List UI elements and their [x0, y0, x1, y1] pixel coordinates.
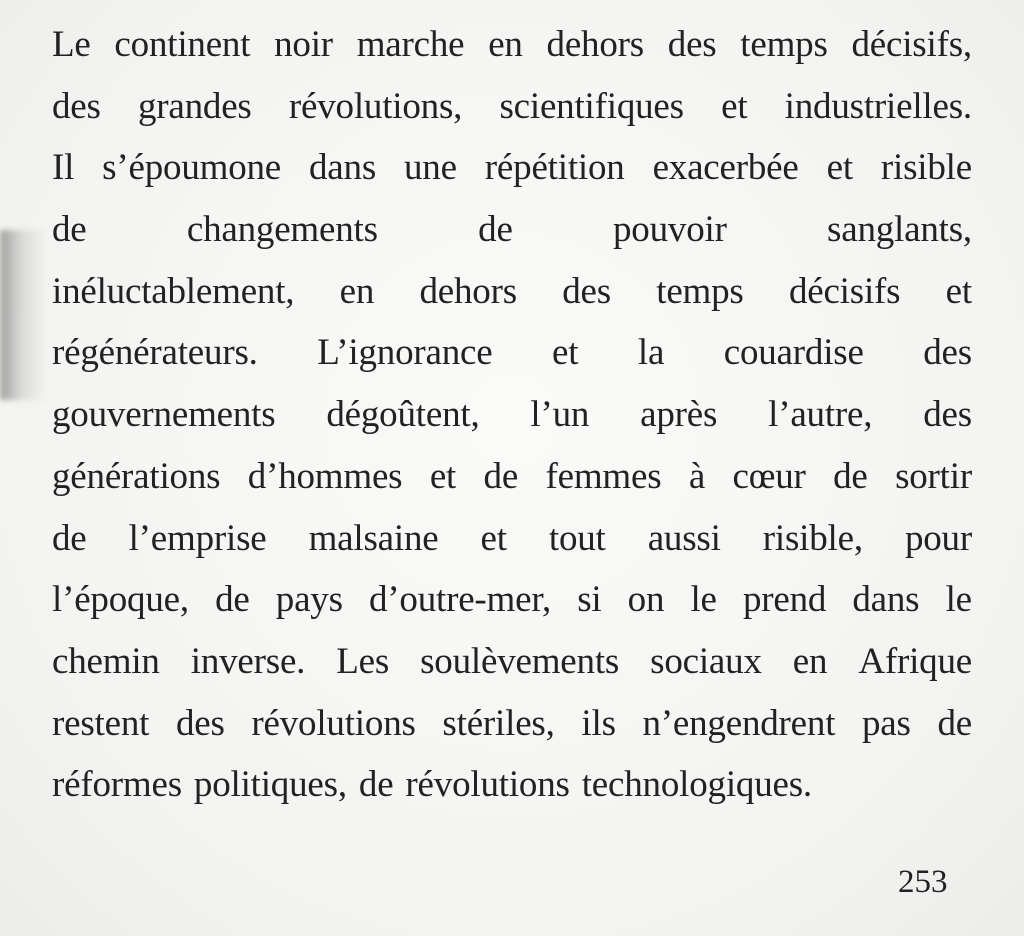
word: stériles, — [442, 702, 555, 744]
word: après — [640, 394, 718, 436]
word: femmes — [545, 455, 662, 497]
word: sortir — [895, 455, 972, 497]
word: révolutions — [405, 764, 570, 806]
word: politiques, — [193, 764, 347, 806]
word: pays — [275, 579, 343, 621]
word: dans — [852, 579, 920, 621]
word: malsaine — [308, 517, 439, 559]
word: noir — [274, 24, 333, 65]
word: l’autre, — [768, 394, 873, 436]
word: décisifs — [788, 270, 901, 312]
word: pouvoir — [613, 209, 727, 251]
word: à — [688, 455, 706, 497]
word: restent — [52, 702, 150, 744]
word: pas — [862, 702, 911, 744]
word: couardise — [723, 332, 864, 374]
word: exacerbée — [652, 147, 799, 189]
word: scientifiques — [499, 85, 684, 127]
word: des — [923, 332, 972, 374]
word: des — [52, 85, 101, 127]
word: de — [215, 579, 250, 621]
word: et — [480, 517, 507, 559]
word: si — [577, 579, 602, 621]
word: des — [667, 24, 717, 65]
word: régénérateurs. — [52, 332, 258, 374]
page-number: 253 — [898, 864, 948, 900]
word: une — [404, 147, 457, 189]
word: temps — [656, 270, 744, 312]
word: de — [833, 455, 868, 497]
word: industrielles. — [784, 85, 972, 127]
word: Les — [336, 640, 390, 682]
text-line — [52, 322, 972, 384]
word: risible — [880, 147, 972, 189]
word: dehors — [419, 270, 517, 312]
text-line — [52, 446, 972, 508]
word: et — [721, 85, 748, 127]
word: de — [937, 702, 972, 744]
word: et — [826, 147, 853, 189]
word: chemin — [52, 640, 160, 682]
word: et — [552, 332, 579, 374]
word: marche — [356, 24, 465, 65]
word: inverse. — [190, 640, 306, 682]
text-line — [52, 261, 972, 323]
text-line — [52, 76, 972, 138]
word: répétition — [484, 147, 625, 189]
text-line — [52, 631, 972, 693]
word: révolutions — [251, 702, 416, 744]
word: grandes — [137, 85, 252, 127]
word: inéluctablement, — [52, 270, 295, 312]
word: changements — [186, 209, 378, 251]
word: des — [175, 702, 225, 744]
word: réformes — [52, 764, 182, 806]
word: de — [478, 209, 513, 251]
word: d’outre-mer, — [368, 579, 552, 621]
word: de — [483, 455, 519, 497]
text-line — [52, 199, 972, 261]
word: décisifs, — [851, 24, 972, 65]
word: sociaux — [650, 640, 762, 682]
word: Il — [52, 147, 75, 189]
word: révolutions, — [288, 85, 463, 127]
word: technologiques. — [581, 764, 812, 806]
word: Le — [52, 24, 91, 65]
page-edge-shadow — [0, 230, 46, 400]
text-line — [52, 137, 972, 199]
word: le — [690, 579, 717, 621]
word: tout — [548, 517, 606, 559]
word: aussi — [647, 517, 721, 559]
word: et — [945, 270, 972, 312]
word: dans — [309, 147, 377, 189]
text-line — [52, 384, 972, 446]
word: l’emprise — [128, 517, 267, 559]
word: d’hommes — [247, 455, 403, 497]
body-paragraph — [52, 14, 972, 816]
word: s’époumone — [102, 147, 282, 189]
word: on — [627, 579, 665, 621]
word: l’époque, — [52, 579, 189, 621]
word: pour — [904, 517, 972, 559]
word: en — [792, 640, 828, 682]
word: temps — [740, 24, 828, 65]
word: soulèvements — [420, 640, 620, 682]
word: L’ignorance — [317, 332, 493, 374]
text-line — [52, 14, 972, 76]
word: la — [637, 332, 665, 374]
word: continent — [114, 24, 251, 65]
text-line-last — [52, 754, 972, 816]
word: cœur — [732, 455, 806, 497]
text-line — [52, 569, 972, 631]
word: de — [52, 209, 87, 251]
word: en — [339, 270, 375, 312]
word: de — [358, 764, 394, 806]
word: n’engendrent — [642, 702, 836, 744]
word: l’un — [530, 394, 590, 436]
word: en — [488, 24, 523, 65]
word: générations — [52, 455, 221, 497]
word: de — [52, 517, 87, 559]
text-line — [52, 508, 972, 570]
word: dégoûtent, — [326, 394, 480, 436]
text-line — [52, 693, 972, 755]
word: risible, — [762, 517, 863, 559]
word: des — [923, 394, 972, 436]
word: dehors — [546, 24, 644, 65]
word: et — [429, 455, 457, 497]
word: ils — [581, 702, 616, 744]
word: le — [945, 579, 972, 621]
word: gouvernements — [52, 394, 276, 436]
word: des — [562, 270, 611, 312]
word: prend — [742, 579, 827, 621]
word: sanglants, — [827, 209, 972, 251]
word: Afrique — [858, 640, 972, 682]
